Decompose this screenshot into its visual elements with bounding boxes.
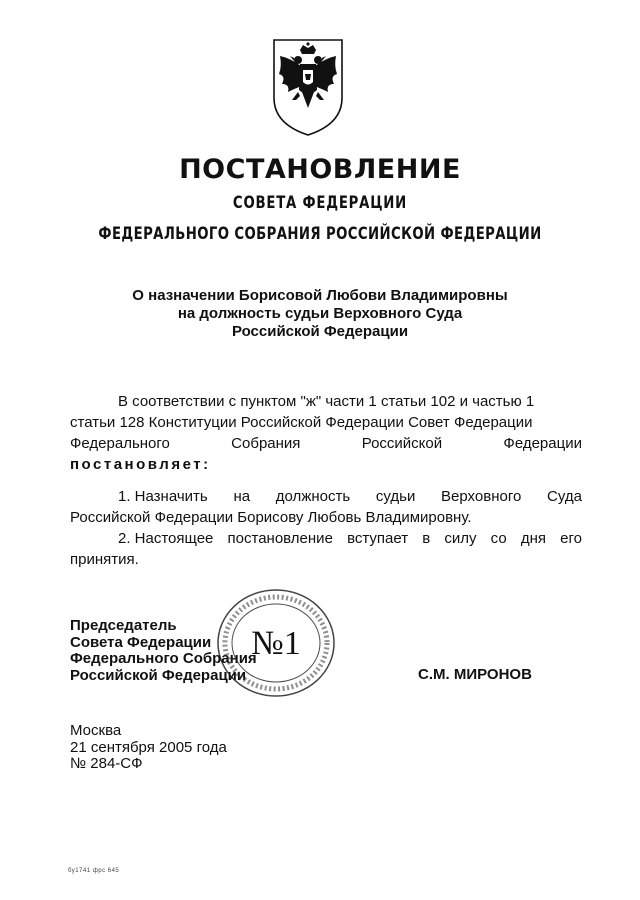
clause-1-line-justified xyxy=(70,486,582,507)
preamble-word: Собрания xyxy=(231,435,301,452)
clause-2-paragraph xyxy=(70,528,582,570)
subject-line: О назначении Борисовой Любови Владимировны xyxy=(132,287,508,304)
preamble-paragraph xyxy=(70,391,582,475)
document-subtitle-assembly: ФЕДЕРАЛЬНОГО СОБРАНИЯ РОССИЙСКОЙ ФЕДЕРАЦИИ xyxy=(98,224,542,244)
preamble-word: Федерации xyxy=(503,435,582,452)
clause-word: вступает xyxy=(347,530,409,547)
clause-1-paragraph xyxy=(70,486,582,528)
document-subtitle-council: СОВЕТА ФЕДЕРАЦИИ xyxy=(232,193,408,213)
clause-word: постановление xyxy=(227,530,333,547)
clause-word: 1. Назначить xyxy=(118,488,208,505)
position-line: Федерального Собрания xyxy=(70,650,257,667)
document-title: ПОСТАНОВЛЕНИЕ xyxy=(179,154,461,185)
clause-word: Суда xyxy=(547,488,582,505)
subject-line: Российской Федерации xyxy=(231,323,409,340)
position-line: Российской Федерации xyxy=(70,666,247,684)
resolves-word: постановляет: xyxy=(70,456,211,473)
clause-word: силу xyxy=(444,530,477,547)
clause-1-line: Российской Федерации Борисову Любовь Владимировну. xyxy=(70,509,472,526)
clause-word: 2. Настоящее xyxy=(118,530,214,547)
preamble-word: Российской xyxy=(361,435,443,452)
clause-word: его xyxy=(560,530,582,547)
clause-2-line-justified xyxy=(70,528,582,549)
place-date-block xyxy=(70,723,227,773)
subject-line: на должность судьи Верховного Суда xyxy=(177,305,463,322)
city: Москва xyxy=(70,722,122,739)
seal-stamp xyxy=(214,586,338,700)
clause-2-line: принятия. xyxy=(70,551,139,568)
preamble-line: статьи 128 Конституции Российской Федерации Совет Федерации xyxy=(70,414,533,431)
clause-word: в xyxy=(422,530,431,547)
clause-word: судьи xyxy=(375,488,416,505)
document-subject xyxy=(0,287,640,341)
document-number: № 284-СФ xyxy=(70,755,143,772)
position-line: Совета Федерации xyxy=(70,633,212,651)
coat-of-arms-emblem xyxy=(270,36,346,138)
preamble-line-justified xyxy=(70,433,582,454)
print-code: бу1741 фрс 645 xyxy=(68,868,120,874)
seal-number: №1 xyxy=(251,625,301,662)
clause-word: со xyxy=(490,530,507,547)
clause-word: Верховного xyxy=(441,488,522,505)
clause-word: дня xyxy=(520,530,547,547)
preamble-word: Федерального xyxy=(70,435,170,452)
preamble-line: В соответствии с пунктом "ж" части 1 статьи 102 и частью 1 xyxy=(118,393,535,410)
clause-word: должность xyxy=(275,488,351,505)
position-line: Председатель xyxy=(70,617,177,634)
date: 21 сентября 2005 года xyxy=(70,738,227,756)
clause-word: на xyxy=(233,488,251,505)
signatory-name: С.М. МИРОНОВ xyxy=(418,666,532,683)
